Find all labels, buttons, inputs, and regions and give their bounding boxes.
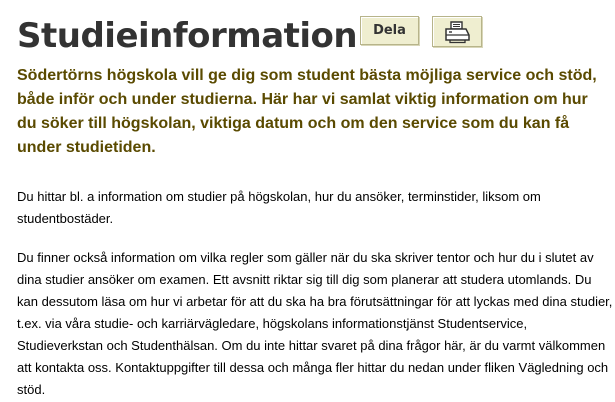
body-paragraph-1: Du hittar bl. a information om studier på högskolan, hur du ansöker, terminstider, liksom om studentbostäder. (17, 189, 541, 226)
page-title: Studieinformation (17, 16, 358, 56)
printer-icon (442, 20, 472, 44)
page-header (17, 12, 357, 60)
intro-lead: Södertörns högskola vill ge dig som student bästa möjliga service och stöd, både inför och under studierna. Här har vi samlat viktig information om hur du söker till högskolan, viktiga datum och om den service som du kan få under studietiden. (17, 67, 597, 156)
body-paragraph-2: Du finner också information om vilka regler som gäller när du ska skriver tentor och hur du i slutet av dina studier ansöker om examen. Ett avsnitt riktar sig till dig som planerar att studera utomlands. Du kan dessutom läsa om hur vi arbetar för att du ska ha bra förutsättningar för att lyckas med dina studier, t.ex. via våra studie- och karriärvägledare, högskolans informationstjänst Studentservice, Studieverkstan och Studenthälsan. Om du inte hittar svaret på dina frågor här, är du varmt välkommen att kontakta oss. Kontaktuppgifter till dessa och många fler hittar du nedan under fliken Vägledning och stöd. (17, 250, 613, 397)
share-button[interactable]: Dela (360, 16, 419, 45)
print-button[interactable] (432, 16, 482, 47)
